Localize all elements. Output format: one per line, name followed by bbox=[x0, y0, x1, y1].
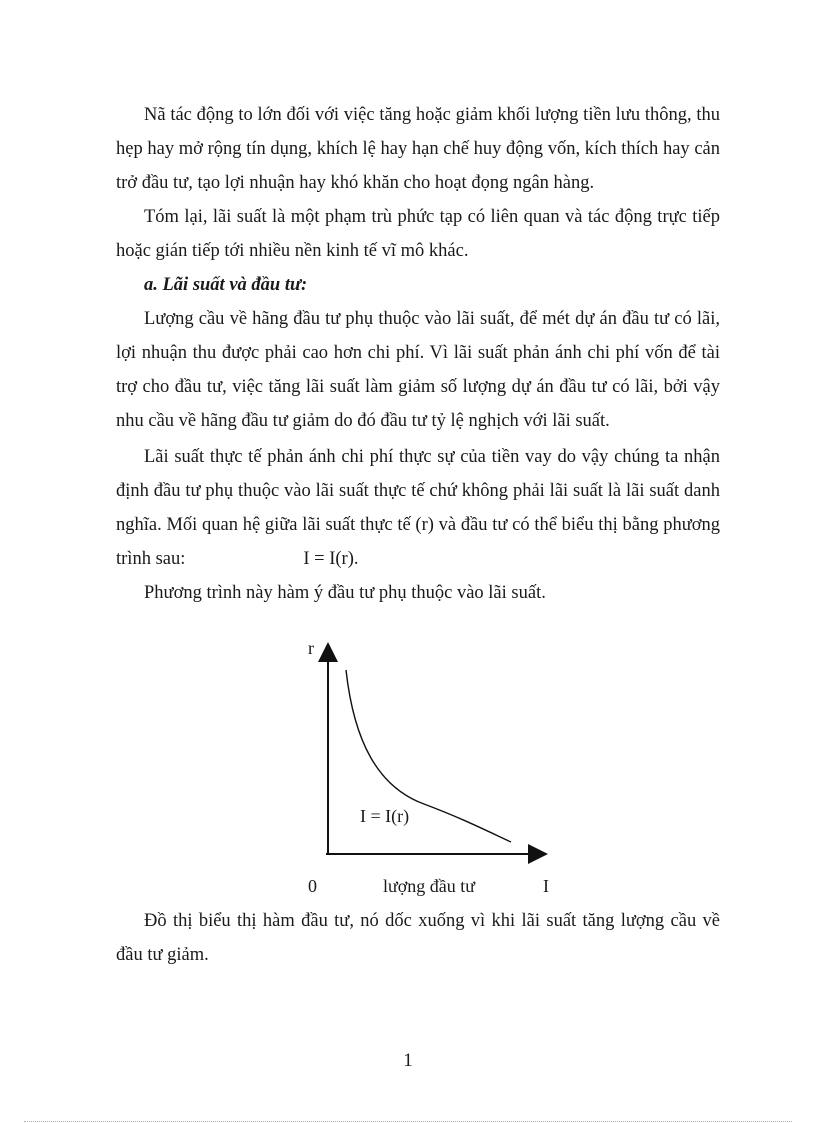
paragraph-real-interest-rate-text: Lãi suất thực tế phản ánh chi phí thực sự của tiền vay do vậy chúng ta nhận định đầu tư phụ thuộc vào lãi suất thực tế chứ không phải lãi suất là lãi suất danh nghĩa. Mối quan hệ giữa lãi suất thực tế (r) và đầu tư có thể biểu thị bằng phương trình sau: bbox=[116, 447, 720, 569]
curve-label: I = I(r) bbox=[360, 806, 410, 826]
investment-function-formula: I = I(r). bbox=[303, 549, 359, 569]
paragraph-equation-meaning: Phương trình này hàm ý đầu tư phụ thuộc vào lãi suất. bbox=[144, 583, 546, 603]
paragraph-real-interest-rate bbox=[116, 440, 720, 576]
paragraph-money-supply-impact: Nã tác động to lớn đối với việc tăng hoặc giảm khối lượng tiền lưu thông, thu hẹp hay mở rộng tín dụng, khích lệ hay hạn chế huy động vốn, kích thích hay cản trở đầu tư, tạo lợi nhuận hay khó khăn cho hoạt đọng ngân hàng. bbox=[116, 105, 720, 193]
paragraph-graph-explanation: Đồ thị biểu thị hàm đầu tư, nó dốc xuống vì khi lãi suất tăng lượng cầu về đầu tư giảm. bbox=[116, 911, 720, 965]
investment-function-graph bbox=[296, 632, 576, 902]
x-axis-label: I bbox=[543, 876, 549, 896]
paragraph-investment-demand: Lượng cầu về hãng đầu tư phụ thuộc vào lãi suất, để mét dự án đầu tư có lãi, lợi nhuận thu được phải cao hơn chi phí. Vì lãi suất phản ánh chi phí vốn để tài trợ cho đầu tư, việc tăng lãi suất làm giảm số lượng dự án đầu tư có lãi, bởi vậy nhu cầu về hãng đầu tư giảm do đó đầu tư tỷ lệ nghịch với lãi suất. bbox=[116, 309, 720, 431]
x-axis-caption: lượng đầu tư bbox=[383, 876, 476, 896]
graph-canvas bbox=[296, 632, 576, 872]
page-bottom-rule bbox=[24, 1121, 792, 1122]
paragraph-summary: Tóm lại, lãi suất là một phạm trù phức tạp có liên quan và tác động trực tiếp hoặc gián tiếp tới nhiều nền kinh tế vĩ mô khác. bbox=[116, 207, 720, 261]
y-axis-label: r bbox=[308, 638, 314, 658]
origin-label: 0 bbox=[308, 876, 317, 896]
page-number: 1 bbox=[403, 1050, 413, 1071]
section-heading: a. Lãi suất và đầu tư: bbox=[144, 275, 308, 295]
